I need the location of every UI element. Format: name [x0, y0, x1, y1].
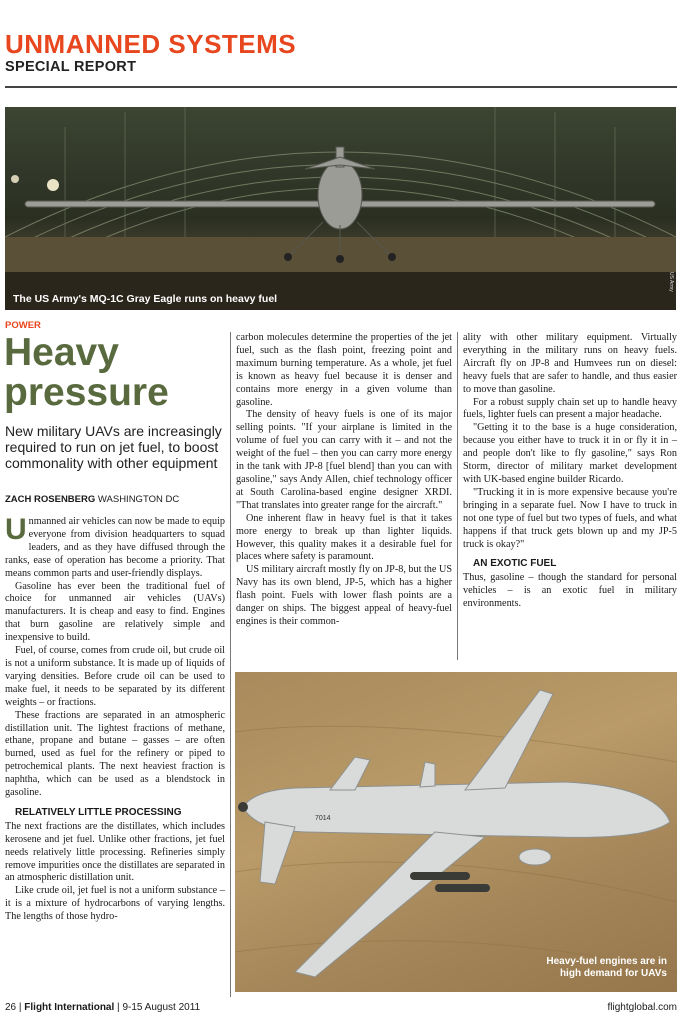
paragraph: "Getting it to the base is a huge consideration, because you either have to truck it in or fly it in – and people don't like to fly gasoline," says Ron Storm, director of military market development with UK-based engine builder Ricardo. [463, 422, 677, 485]
paragraph: ality with other military equipment. Virtually everything in the military runs on heavy fuels. Aircraft fly on JP-8 and Humvees run on diesel: heavy fuels that are safer to handle, and thus easier to move than gasoline. [463, 332, 677, 395]
byline-location: WASHINGTON DC [97, 494, 180, 505]
top-photo-credit: US Army [668, 272, 674, 292]
article-column-2 [236, 332, 452, 629]
article-kicker: POWER [5, 320, 41, 331]
section-subtitle: SPECIAL REPORT [5, 59, 137, 75]
top-photo [5, 107, 676, 310]
paragraph: US military aircraft mostly fly on JP-8, but the US Navy has its own blend, JP-5, which has a higher flash point. Fuels with lower flash points are a danger on ships. The biggest appeal of heavy-fuel engines is their common- [236, 564, 452, 627]
headline-line-1: Heavy [4, 331, 119, 374]
paragraph: One inherent flaw in heavy fuel is that it takes more energy to break up than lighter liquids. However, this quality makes it a desirable fuel for places where safety is paramount. [236, 512, 452, 563]
paragraph: The next fractions are the distillates, which includes kerosene and jet fuel. Unlike other fractions, jet fuel needs relatively little processing. Refineries simply remove impurities once the distillates are separated in an atmospheric distillation unit. [5, 820, 225, 884]
paragraph: Fuel, of course, comes from crude oil, but crude oil is not a uniform substance. It is made up of liquids of varying densities. Before crude oil can be used to make fuel, it needs to be separated by its different weights – or fractions. [5, 645, 225, 708]
headline-line-2: pressure [4, 371, 169, 414]
article-byline [5, 494, 179, 505]
column-rule-1 [230, 332, 231, 997]
subheading: AN EXOTIC FUEL [473, 558, 557, 570]
article-deck: New military UAVs are increasingly required to run on jet fuel, to boost commonality with other equipment [5, 423, 222, 471]
paragraph: For a robust supply chain set up to handle heavy fuels, lighter fuels can present a major headache. [463, 396, 677, 421]
paragraph: Thus, gasoline – though the standard for personal vehicles – is an exotic fuel in military environments. [463, 572, 677, 610]
article-column-3 [463, 332, 677, 611]
tail-number: 7014 [315, 815, 331, 822]
subheading: RELATIVELY LITTLE PROCESSING [15, 806, 182, 818]
publication-name: Flight International [24, 1002, 115, 1013]
page-footer [5, 1002, 677, 1013]
drop-cap: U [5, 513, 27, 546]
header-rule [5, 86, 677, 88]
paragraph: carbon molecules determine the properties of the jet fuel, such as the flash point, freezing point and maximum burning temperature. As a whole, jet fuel is known as heavy fuel because it is denser and contains more energy in a given volume than gasoline. [236, 332, 452, 408]
hangar-drone-illustration [5, 107, 676, 310]
issue-date: 9-15 August 2011 [122, 1002, 201, 1013]
paragraph: Like crude oil, jet fuel is not a uniform substance – it is a mixture of hydrocarbons of varying lengths. The lengths of those hydro- [5, 885, 225, 923]
column-rule-2 [457, 332, 458, 660]
footer-left: 26 | Flight International | 9-15 August 2011 [5, 1002, 201, 1013]
paragraph: These fractions are separated in an atmospheric distillation unit. The lightest fractions of methane, ethane, propane and butane – gasses – are often burned, used as fuel for the refinery or piped to petrochemical plants. The next heaviest fraction is naphtha, which can be used as a blendstock in gasoline. [5, 709, 225, 799]
bottom-photo [235, 672, 677, 992]
article-column-1 [5, 513, 225, 924]
paragraph: The density of heavy fuels is one of its major selling points. "If your airplane is limited in the volume of fuel you can carry with it – and not the weight of the fuel – then you can carry more energy in the tank with JP-8 [fuel blend] than you can with gasoline," says Andy Allen, chief technology officer at South Carolina-based engine designer XRDI. "That translates into greater range for the aircraft." [236, 409, 452, 511]
section-title: UNMANNED SYSTEMS [5, 29, 297, 59]
website-link[interactable]: flightglobal.com [607, 1002, 677, 1013]
paragraph: Gasoline has ever been the traditional fuel of choice for unmanned air vehicles (UAVs) manufacturers. It is cheap and easy to find. Engines that burn gasoline are relatively simple and inexpensive to build. [5, 580, 225, 644]
section-header [5, 30, 296, 76]
page-number: 26 [5, 1002, 17, 1013]
paragraph: "Trucking it in is more expensive because you're bringing in a separate fuel. Now I have to truck in not one type of fuel but two types of fuels, and what happens if that truck gets blown up and my JP-5 truck is okay?" [463, 486, 677, 550]
bottom-photo-caption: Heavy-fuel engines are in high demand for UAVs [546, 956, 667, 979]
top-photo-caption: The US Army's MQ-1C Gray Eagle runs on heavy fuel [13, 293, 278, 305]
paragraph: Unmanned air vehicles can now be made to equip everyone from division headquarters to squad leaders, and as they have diffused through the ranks, ease of operation has become a priority. That means common parts and user-friendly displays. [5, 513, 225, 579]
byline-name: ZACH ROSENBERG [5, 494, 96, 505]
article-headline [4, 333, 224, 413]
desert-drone-illustration [235, 672, 677, 992]
